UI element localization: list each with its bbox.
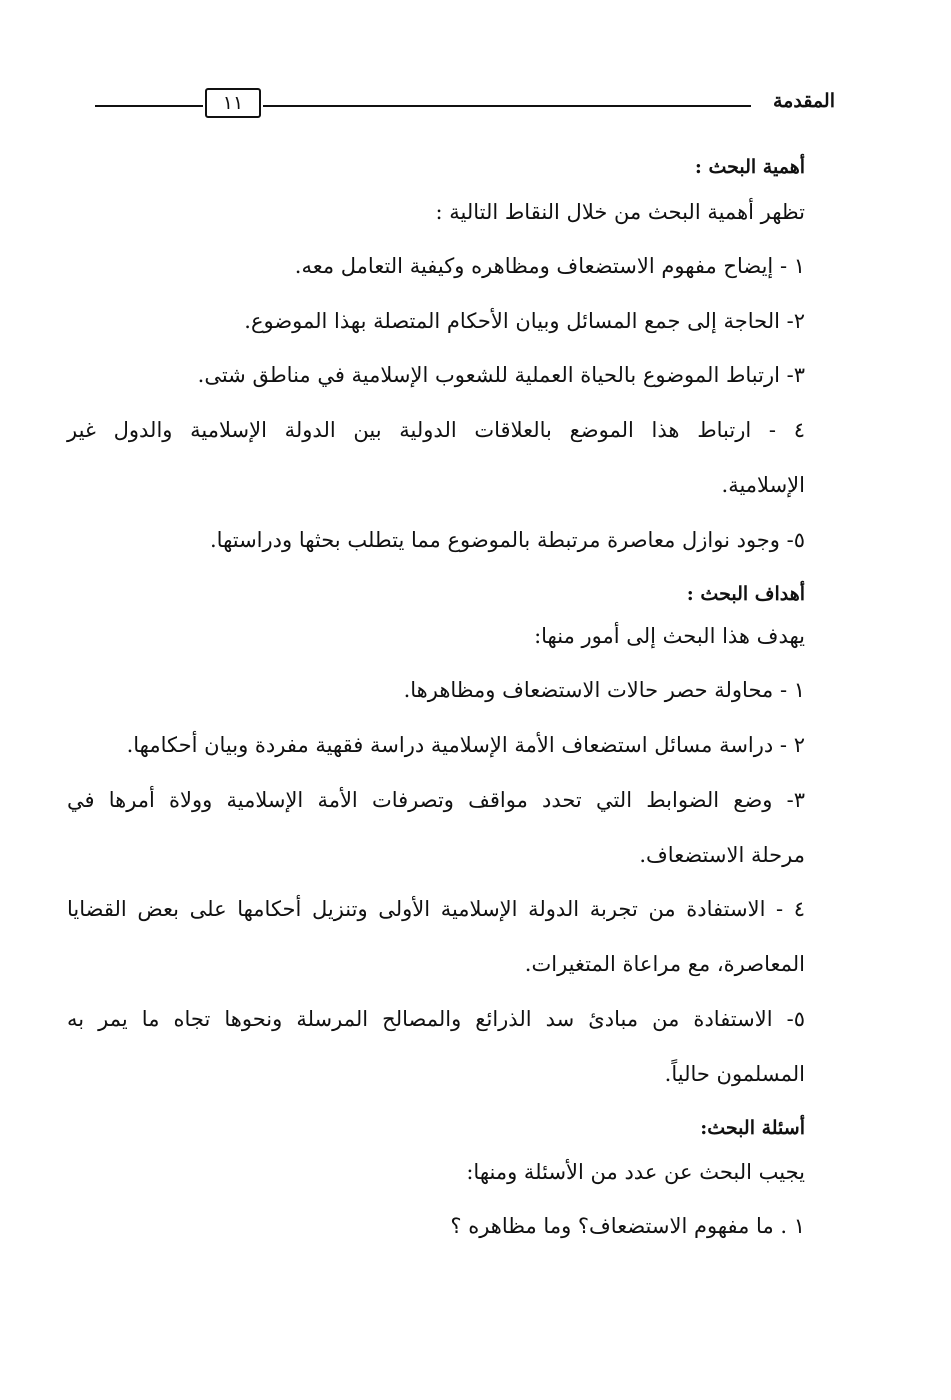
header-rule-right	[263, 105, 751, 107]
page-header	[95, 86, 835, 126]
list-item: ٥- الاستفادة من مبادئ سد الذرائع والمصالح المرسلة ونحوها تجاه ما يمر به	[67, 1007, 805, 1031]
list-item: ٥- وجود نوازل معاصرة مرتبطة بالموضوع مما يتطلب بحثها ودراستها.	[210, 528, 805, 552]
list-item: ٤ - الاستفادة من تجربة الدولة الإسلامية الأولى وتنزيل أحكامها على بعض القضايا	[67, 897, 805, 921]
list-item: ١ - محاولة حصر حالات الاستضعاف ومظاهرها.	[403, 678, 805, 702]
list-item-continuation: المسلمون حالياً.	[664, 1062, 805, 1086]
section-intro-objectives: يهدف هذا البحث إلى أمور منها:	[534, 624, 805, 648]
section-intro-importance: تظهر أهمية البحث من خلال النقاط التالية :	[435, 200, 805, 224]
list-item: ٤ - ارتباط هذا الموضع بالعلاقات الدولية بين الدولة الإسلامية والدول غير	[67, 418, 805, 442]
header-rule-left	[95, 105, 203, 107]
list-item: ١ . ما مفهوم الاستضعاف؟ وما مظاهره ؟	[450, 1214, 805, 1238]
page-number: ١١	[222, 92, 244, 114]
list-item: ٢ - دراسة مسائل استضعاف الأمة الإسلامية دراسة فقهية مفردة وبيان أحكامها.	[126, 733, 805, 757]
list-item-continuation: الإسلامية.	[721, 473, 805, 497]
list-item-continuation: المعاصرة، مع مراعاة المتغيرات.	[524, 952, 805, 976]
list-item-continuation: مرحلة الاستضعاف.	[639, 843, 805, 867]
list-item: ٣- ارتباط الموضوع بالحياة العملية للشعوب الإسلامية في مناطق شتى.	[197, 363, 805, 387]
section-heading-objectives: أهداف البحث :	[686, 583, 805, 605]
list-item: ٣- وضع الضوابط التي تحدد مواقف وتصرفات الأمة الإسلامية وولاة أمرها في	[67, 788, 805, 812]
list-item: ١ - إيضاح مفهوم الاستضعاف ومظاهره وكيفية التعامل معه.	[294, 254, 805, 278]
header-title: المقدمة	[772, 90, 835, 112]
section-intro-questions: يجيب البحث عن عدد من الأسئلة ومنها:	[466, 1160, 805, 1184]
list-item: ٢- الحاجة إلى جمع المسائل وبيان الأحكام المتصلة بهذا الموضوع.	[244, 309, 805, 333]
section-heading-questions: أسئلة البحث:	[700, 1117, 805, 1139]
page-number-box	[205, 88, 261, 118]
section-heading-importance: أهمية البحث :	[694, 156, 805, 178]
